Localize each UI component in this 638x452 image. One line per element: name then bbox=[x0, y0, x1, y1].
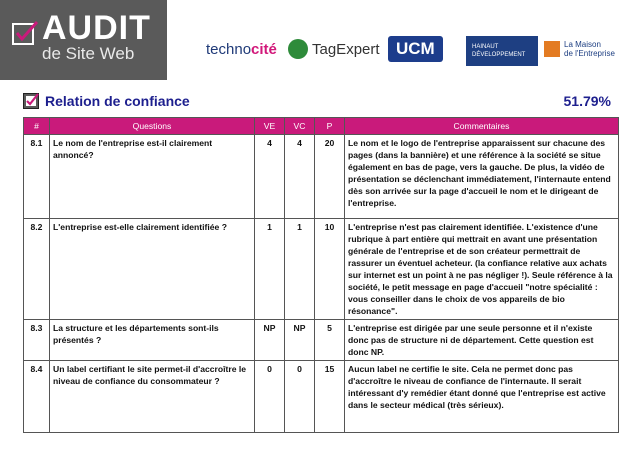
table-row bbox=[24, 219, 619, 320]
row-num: 8.4 bbox=[24, 361, 50, 433]
audit-logo bbox=[0, 0, 167, 80]
row-vc: 4 bbox=[285, 135, 315, 219]
row-num: 8.2 bbox=[24, 219, 50, 320]
tagexpert-logo bbox=[288, 36, 380, 62]
row-comment: L'entreprise est dirigée par une seule personne et il n'existe donc pas de structure ni de département. Cette question est donc NP. bbox=[345, 320, 619, 361]
header-p: P bbox=[315, 118, 345, 135]
tagexpert-text: TagExpert bbox=[312, 40, 380, 58]
row-p: 20 bbox=[315, 135, 345, 219]
row-ve: 1 bbox=[255, 219, 285, 320]
partner-logos bbox=[170, 28, 638, 66]
maison-line2: de l'Entreprise bbox=[564, 49, 615, 58]
row-question: Le nom de l'entreprise est-il clairement annoncé? bbox=[50, 135, 255, 219]
row-comment: L'entreprise n'est pas clairement identifiée. L'existence d'une rubrique à part entière qui mettrait en avant une présentation générale de l'entreprise et de son créateur permettrait de rassurer un éventuel acheteur. (la confiance relative aux achats sur internet est un point à ne pas négliger !). Seule référence à la société, le petit message en page d'accueil "notre spécialité : vous conseiller dans le choix de vos appareils de bio résonance". bbox=[345, 219, 619, 320]
row-num: 8.3 bbox=[24, 320, 50, 361]
maison-entreprise-logo bbox=[544, 36, 615, 62]
maison-icon bbox=[544, 41, 560, 57]
logo-title: AUDIT bbox=[42, 9, 151, 47]
header-vc: VC bbox=[285, 118, 315, 135]
maison-line1: La Maison bbox=[564, 40, 601, 49]
row-comment: Le nom et le logo de l'entreprise apparaissent sur chacune des pages (dans la bannière) et une référence à la société se situe également en bas de page, vers la gauche. De plus, la vidéo de présentation se déclenchant immédiatement, l'internaute entend dès son arrivée sur la page d'accueil le nom et le dirigeant de l'entreprise. bbox=[345, 135, 619, 219]
table-row bbox=[24, 361, 619, 433]
row-num: 8.1 bbox=[24, 135, 50, 219]
row-vc: NP bbox=[285, 320, 315, 361]
table-row bbox=[24, 320, 619, 361]
row-vc: 0 bbox=[285, 361, 315, 433]
tagexpert-icon bbox=[288, 39, 308, 59]
table-header-row bbox=[24, 118, 619, 135]
page-header bbox=[0, 0, 638, 80]
header-questions: Questions bbox=[50, 118, 255, 135]
checkmark-box-icon bbox=[12, 20, 38, 46]
row-ve: NP bbox=[255, 320, 285, 361]
header-ve: VE bbox=[255, 118, 285, 135]
header-num: # bbox=[24, 118, 50, 135]
technocite-text-b: cité bbox=[251, 40, 277, 58]
checkbox-icon bbox=[23, 93, 39, 109]
table-row bbox=[24, 135, 619, 219]
row-p: 10 bbox=[315, 219, 345, 320]
row-ve: 0 bbox=[255, 361, 285, 433]
row-question: L'entreprise est-elle clairement identifiée ? bbox=[50, 219, 255, 320]
technocite-logo bbox=[206, 36, 277, 62]
audit-table bbox=[23, 117, 619, 433]
technocite-text-a: techno bbox=[206, 40, 252, 58]
row-question: Un label certifiant le site permet-il d'accroître le niveau de confiance du consommateur ? bbox=[50, 361, 255, 433]
section-title-row bbox=[17, 92, 617, 112]
row-ve: 4 bbox=[255, 135, 285, 219]
ucm-logo: UCM bbox=[388, 36, 443, 62]
hainaut-logo: HAINAUT DÉVELOPPEMENT bbox=[466, 36, 538, 66]
section-score: 51.79% bbox=[563, 93, 611, 109]
header-comments: Commentaires bbox=[345, 118, 619, 135]
row-comment: Aucun label ne certifie le site. Cela ne permet donc pas d'accroître le niveau de confiance de l'internaute. Il serait intéressant d'y remédier étant donné que l'entreprise est active dans le secteur médical (très sérieux). bbox=[345, 361, 619, 433]
row-question: La structure et les départements sont-ils présentés ? bbox=[50, 320, 255, 361]
row-p: 5 bbox=[315, 320, 345, 361]
row-p: 15 bbox=[315, 361, 345, 433]
row-vc: 1 bbox=[285, 219, 315, 320]
logo-subtitle: de Site Web bbox=[42, 44, 135, 63]
section-title: Relation de confiance bbox=[45, 93, 190, 109]
